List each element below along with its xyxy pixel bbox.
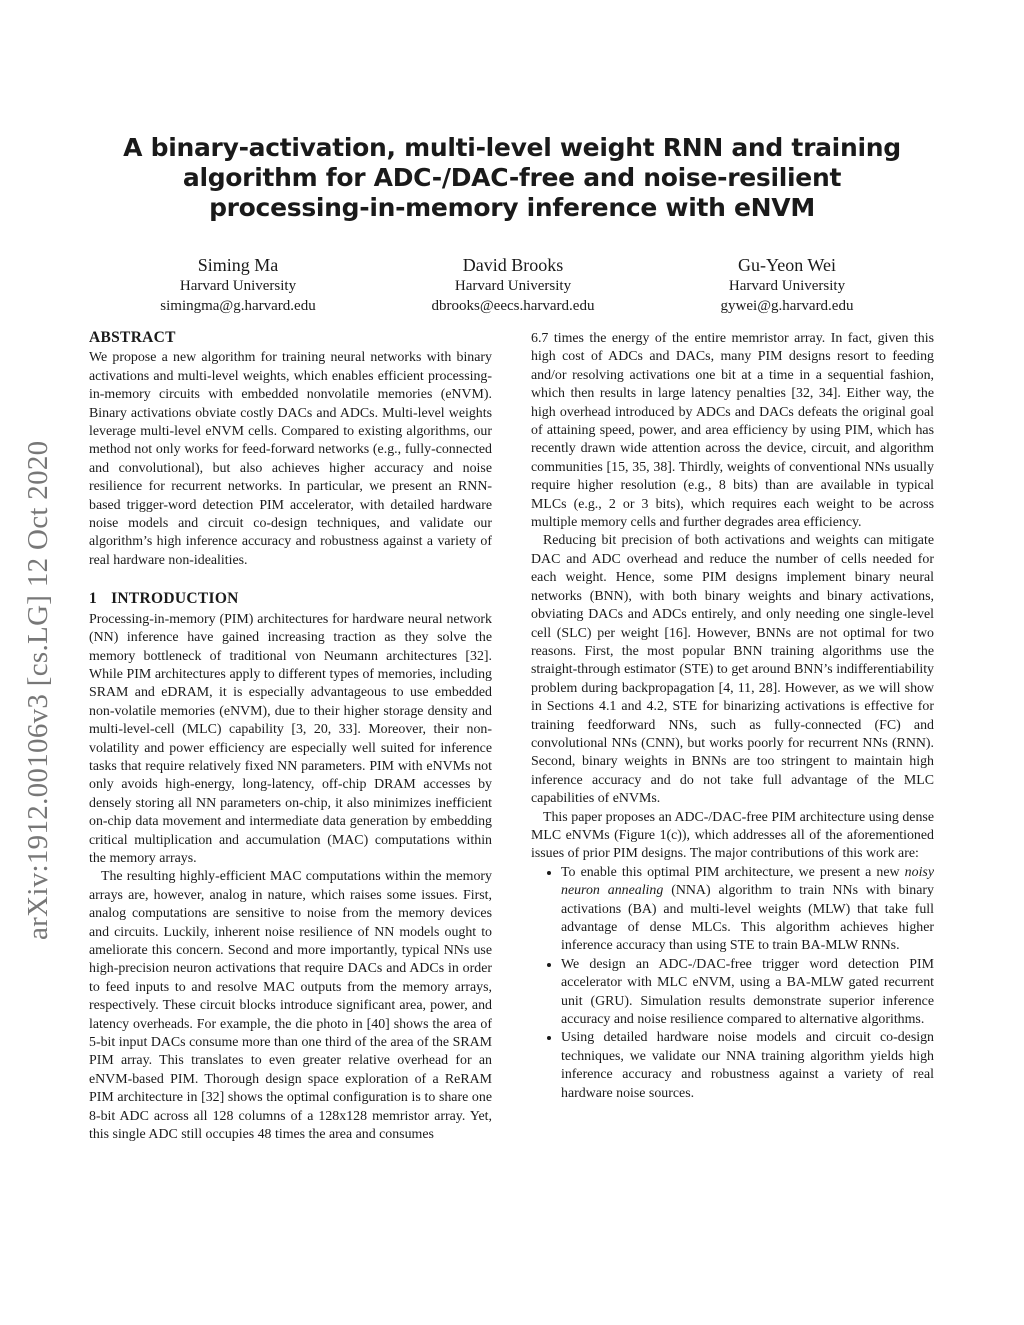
paragraph: This paper proposes an ADC-/DAC-free PIM architecture using dense MLC eNVMs (Figure 1(c)), which addresses all of the aforementioned issues of prior PIM designs. The major contributions of this work are:	[531, 809, 934, 862]
abstract-text: We propose a new algorithm for training neural networks with binary activations and multi-level weights, which enables efficient processing-in-memory circuits with embedded nonvolatile memories (eNVM). Binary activations obviate costly DACs and ADCs. Multi-level weights leverage multi-level eNVM cells. Compared to existing algorithms, our method not only works for feed-forward networks (e.g., fully-connected and convolutional), but also achieves higher accuracy and noise resilience for recurrent networks. In particular, we present an RNN-based trigger-word detection PIM accelerator, with detailed hardware noise models and circuit co-design techniques, and validate our algorithm’s high inference accuracy and robustness against a variety of real hardware non-idealities.	[89, 350, 492, 568]
author-1	[88, 254, 388, 316]
intro-heading	[89, 590, 492, 608]
abstract-heading: ABSTRACT	[89, 329, 176, 346]
left-column	[89, 329, 492, 1144]
list-item	[561, 956, 934, 1030]
paragraph: Processing-in-memory (PIM) architectures for hardware neural network (NN) inference have gained increasing traction as they solve the memory bottleneck of traditional von Neumann architectures [32]. While PIM architectures apply to different types of memories, including SRAM and eDRAM, it is especially advantageous to use embedded non-volatile memories (eNVM), due to their higher storage density and multi-level-cell (MLC) capability [3, 20, 33]. Moreover, their non-volatility and power efficiency are especially well suited for inference tasks that require relatively fixed NN parameters. PIM with eNVMs not only avoids high-energy, long-latency, off-chip DRAM accesses by densely storing all NN parameters on-chip, it also minimizes inefficient on-chip data movement and intermediate data generation by embedding critical multiplication and accumulation (MAC) computations within the memory arrays.	[89, 611, 492, 866]
author-affiliation: Harvard University	[728, 278, 846, 294]
list-item	[561, 864, 934, 956]
arxiv-stamp: arXiv:1912.00106v3 [cs.LG] 12 Oct 2020	[22, 440, 54, 940]
paragraph: The resulting highly-efficient MAC computations within the memory arrays are, however, analog in nature, which raises some issues. First, analog computations are sensitive to noise from the memory devices and circuits. Luckily, inherent noise resilience of NN models ought to ameliorate this concern. Second and more importantly, typical NNs use high-precision neuron activations that require DACs and ADCs in order to feed inputs to and resolve MAC outputs from the memory arrays, respectively. These circuit blocks introduce significant area, power, and latency overheads. For example, the die photo in [40] shows the area of 5-bit input DACs consume more than one third of the area of the SRAM PIM array. This translates to even greater relative overhead for an eNVM-based PIM. Thorough design space exploration of a ReRAM PIM architecture in [32] shows the optimal configuration is to share one 8-bit ADC across all 128 columns of a 128x128 memristor array. Yet, this single ADC still occupies 48 times the area and consumes	[89, 869, 492, 1143]
author-email[interactable]: gywei@g.harvard.edu	[720, 298, 854, 314]
author-email[interactable]: simingma@g.harvard.edu	[160, 298, 316, 314]
contributions-list	[531, 864, 934, 1103]
author-affiliation: Harvard University	[454, 278, 572, 294]
author-affiliation: Harvard University	[179, 278, 297, 294]
paragraph: Reducing bit precision of both activations and weights can mitigate DAC and ADC overhead and reduce the number of cells needed for each weight. Hence, some PIM designs implement binary neural networks (BNN), with both binary weights and binary activations, obviating DACs and ADCs entirely, and only needing one single-level cell (SLC) per weight [16]. However, BNNs are not optimal for two reasons. First, the most popular BNN training algorithms use the straight-through estimator (STE) to get around BNN’s indifferentiability problem during backpropagation [4, 11, 28]. However, as we will show in Sections 4.1 and 4.2, STE for binarizing activations is effective for training feedforward NNs, such as fully-connected (FC) and convolutional NNs (CNN), but works poorly for recurrent NNs (RNN). Second, binary weights in BNNs are too stringent to maintain high inference accuracy and do not take full advantage of the MLC capabilities of eNVMs.	[531, 533, 934, 807]
author-email[interactable]: dbrooks@eecs.harvard.edu	[431, 298, 595, 314]
bullet-text: (NNA) algorithm to train NNs with binary activations (BA) and multi-level weights (MLW) that take full advantage of dense MLCs. This algorithm achieves higher inference accuracy than using STE to train BA-MLW RNNs.	[561, 883, 934, 954]
bullet-text: We design an ADC-/DAC-free trigger word detection PIM accelerator with MLC eNVM, using a BA-MLW gated recurrent unit (GRU). Simulation results demonstrate superior inference accuracy and noise resilience compared to alternative algorithms.	[561, 956, 934, 1028]
paragraph: 6.7 times the energy of the entire memristor array. In fact, given this high cost of ADCs and DACs, many PIM designs resort to feeding and/or resolving activations one bit at a time in a sequential fashion, which then results in large latency penalties [32, 34]. Either way, the high overhead introduced by ADCs and DACs defeats the original goal of attaining speed, power, and area efficiency by using PIM, which has recently drawn wide attention across the device, circuit, and algorithm communities [15, 35, 38]. Thirdly, weights of conventional NNs usually require higher resolution (e.g., 8 bits) than are available in typical MLCs (e.g., 2 or 3 bits), which requires each weight to be across multiple memory cells and further degrades area efficiency.	[531, 331, 934, 531]
right-column	[531, 330, 934, 1103]
list-item	[561, 1029, 934, 1103]
author-2	[363, 254, 663, 316]
bullet-emphasis: noisy neuron annealing	[561, 864, 934, 899]
section-title: INTRODUCTION	[111, 590, 239, 608]
bullet-text: Using detailed hardware noise models and circuit co-design techniques, we validate our NNA training algorithm yields high inference accuracy and robustness against a variety of real hardware noise sources.	[561, 1030, 934, 1101]
author-3	[637, 254, 937, 316]
section-number: 1	[89, 590, 98, 608]
bullet-text: To enable this optimal PIM architecture, we present a new	[561, 864, 905, 880]
author-name: Siming Ma	[197, 255, 279, 275]
paper-title: A binary-activation, multi-level weight RNN and training algorithm for ADC-/DAC-free and noise-resilient processing-in-memory inference with eNVM	[123, 133, 901, 222]
author-name: David Brooks	[462, 255, 564, 275]
author-name: Gu-Yeon Wei	[738, 255, 836, 275]
